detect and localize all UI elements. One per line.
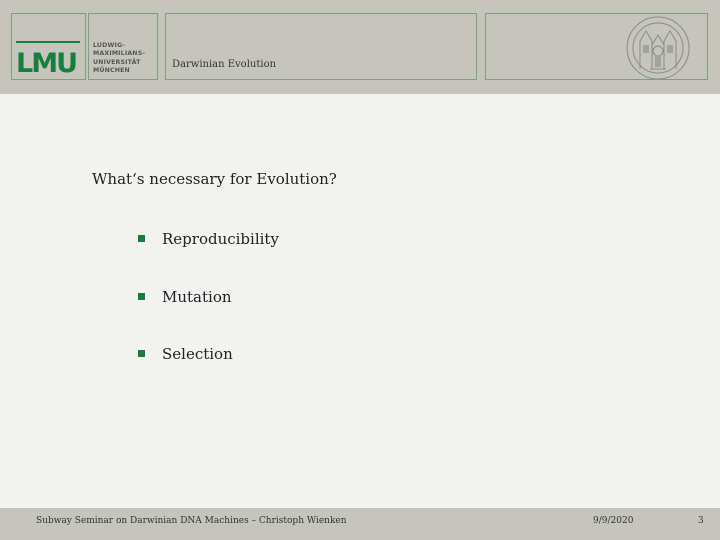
bullet-label: Reproducibility [162,230,279,248]
slide-header [0,0,720,94]
footer-date: 9/9/2020 [593,516,634,526]
university-name-line: LUDWIG- [93,42,126,49]
seal-box [485,13,708,80]
university-name-line: MÜNCHEN [93,66,130,74]
page-number: 3 [698,516,704,526]
square-bullet-icon [138,235,145,242]
section-title: Darwinian Evolution [172,59,277,70]
bullet-label: Selection [162,345,233,363]
slide-footer [0,508,720,540]
slide-question: What‘s necessary for Evolution? [92,170,337,188]
university-name-box [88,13,158,80]
university-name-line: MAXIMILIANS- [93,50,146,58]
footer-presentation-title: Subway Seminar on Darwinian DNA Machines – Christoph Wienken [36,516,347,526]
lmu-logo [11,13,86,80]
header-title-box [165,13,477,80]
logo-bar [16,41,80,43]
square-bullet-icon [138,350,145,357]
university-seal-icon [610,15,706,80]
square-bullet-icon [138,293,145,300]
university-name-line: UNIVERSITÄT [93,58,141,66]
bullet-label: Mutation [162,288,232,306]
university-name [93,42,145,75]
lmu-logo-text: LMU [16,48,76,79]
